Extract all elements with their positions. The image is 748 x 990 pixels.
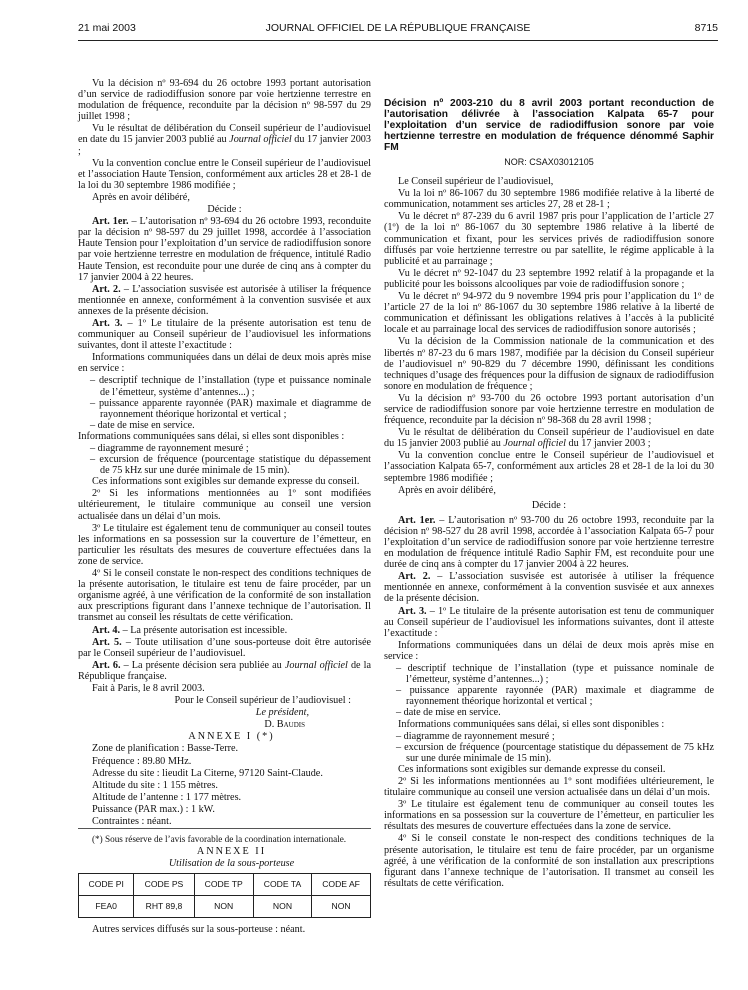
list-item: – excursion de fréquence (pourcentage statistique du dépassement de 75 kHz sur une durée minimale de 15 min). (396, 741, 714, 764)
article-2: Art. 2. – L’association susvisée est autorisée à utiliser la fréquence mentionnée en annexe, conformément à la convention susvisée et aux annexes de la présente décision. (78, 283, 371, 317)
paragraph: Vu le résultat de délibération du Conseil supérieur de l’audiovisuel en date du 15 janvier 2003 publié au Journal officiel du 17 janvier 2003 ; (78, 123, 371, 157)
header-rule (78, 40, 718, 41)
paragraph: 3º Le titulaire est également tenu de communiquer au conseil toutes les informations en sa possession sur la couverture de l’émetteur, en particulier les résultats des mesures de couverture effectuées dans la zone de service. (78, 522, 371, 567)
paragraph: 2º Si les informations mentionnées au 1º sont modifiées ultérieurement, le titulaire communique au conseil une version actualisée dans un délai d’un mois. (78, 488, 371, 522)
paragraph: 2º Si les informations mentionnées au 1º sont modifiées ultérieurement, le titulaire communique au conseil une version actualisée dans un délai d’un mois. (384, 775, 714, 799)
list-item: – excursion de fréquence (pourcentage statistique du dépassement de 75 kHz sur une durée minimale de 15 min). (90, 454, 371, 477)
article-3: Art. 3. – 1º Le titulaire de la présente autorisation est tenu de communiquer au Conseil supérieur de l’audiovisuel les informations suivantes, dont il atteste l’exactitude : (78, 317, 371, 352)
paragraph: Ces informations sont exigibles sur demande expresse du conseil. (398, 763, 666, 775)
paragraph: Informations communiquées sans délai, si elles sont disponibles : (78, 430, 345, 442)
list-item: – puissance apparente rayonnée (PAR) maximale et diagramme de rayonnement théorique horizontal et vertical ; (396, 685, 714, 708)
list-item: – puissance apparente rayonnée (PAR) maximale et diagramme de rayonnement théorique horizontal et vertical ; (90, 397, 371, 420)
paragraph: Vu la loi nº 86-1067 du 30 septembre 1986 modifiée relative à la liberté de communication, notamment ses articles 27, 28 et 28-1 ; (384, 188, 714, 211)
paragraph: Le Conseil supérieur de l’audiovisuel, (398, 176, 554, 188)
footnote: (*) Sous réserve de l’avis favorable de la coordination internationale. (78, 828, 371, 845)
paragraph: Vu la convention conclue entre le Conseil supérieur de l’audiovisuel et l’association Kalpata 65-7, conformément aux articles 28 et 28-1 de la loi du 30 septembre 1986 modifiée ; (384, 450, 714, 484)
paragraph: Après en avoir délibéré, (92, 191, 190, 203)
article-1: Art. 1er. – L’autorisation nº 93-694 du 26 octobre 1993, reconduite par la décision nº 98-597 du 29 juillet 1998, accordée à l’association Haute Tension pour l’exploitation d’un service de radiodiffusion sonore par voie hertzienne terrestre en modulation de fréquence, intitulé Radio Haute Tension, est reconduite pour une durée de cinq ans à compter du 17 janvier 2004 à 22 heures. (78, 216, 371, 283)
annex-2-heading: ANNEXE II (196, 846, 267, 858)
list-item: – date de mise en service. (396, 707, 501, 719)
paragraph: Autres services diffusés sur la sous-porteuse : néant. (92, 924, 306, 936)
annex-field: Altitude de l’antenne : 1 177 mètres. (92, 791, 242, 803)
paragraph: Vu le décret nº 94-972 du 9 novembre 1994 pris pour l’application du 1º de l’article 27 de la loi nº 86-1067 du 30 septembre 1986 relative à la liberté de communication et définissant les obligations relatives à l’accès à la publicité locale et au parrainage local des services de radiodiffusion sonore autorisés ; (384, 291, 714, 336)
decision-title: Décision nº 2003-210 du 8 avril 2003 portant reconduction de l’autorisation délivrée à l’association Kalpata 65-7 pour l’exploitation d’un service de radiodiffusion sonore par voie hertzienne terrestre en modulation de fréquence dénommé Saphir FM (384, 98, 714, 153)
paragraph: Vu le résultat de délibération du Conseil supérieur de l’audiovisuel en date du 15 janvier 2003 publié au Journal officiel du 17 janvier 2003 ; (384, 427, 714, 450)
paragraph: 4º Si le conseil constate le non-respect des conditions techniques de la présente autorisation, le titulaire est tenu de faire procéder, par un organisme agréé, à une vérification de la conformité de son installation aux prescriptions figurant dans l’annexe technique de l’autorisation. Il transmet au conseil les résultats de cette vérification. (384, 833, 714, 889)
table-header: CODE PS (134, 874, 194, 896)
decide-heading: Décide : (531, 499, 567, 511)
info-list (78, 375, 371, 430)
article-5: Art. 5. – Toute utilisation d’une sous-porteuse doit être autorisée par le Conseil supérieur de l’audiovisuel. (78, 636, 371, 659)
paragraph: Vu le décret nº 87-239 du 6 avril 1987 pris pour l’application de l’article 27 (1º) de la loi nº 86-1067 du 30 septembre 1986 relative à la liberté de communication et fixant, pour les services privés de radiodiffusion sonore diffusés par voie hertzienne terrestre ou par satellite, le régime applicable à la publicité et au parrainage ; (384, 211, 714, 267)
annex-field: Adresse du site : lieudit La Citerne, 97120 Saint-Claude. (92, 767, 323, 779)
annex-field: Zone de planification : Basse-Terre. (92, 743, 239, 755)
info-list (78, 443, 371, 476)
list-item: – diagramme de rayonnement mesuré ; (90, 443, 249, 454)
article-6: Art. 6. – La présente décision sera publiée au Journal officiel de la République française. (78, 659, 371, 682)
paragraph: Informations communiquées dans un délai de deux mois après mise en service : (384, 639, 714, 662)
journal-title: JOURNAL OFFICIEL DE LA RÉPUBLIQUE FRANÇAISE (265, 22, 531, 34)
list-item: – diagramme de rayonnement mesuré ; (396, 730, 555, 742)
table-cell: NON (312, 896, 371, 918)
paragraph: Vu la décision de la Commission nationale de la communication et des libertés nº 87-23 du 6 mars 1987, modifiée par la décision du Conseil supérieur de l’audiovisuel nº 90-829 du 7 décembre 1990, définissant les conditions techniques d’usage des fréquences pour la diffusion de signaux de radiodiffusion sonore en modulation de fréquence ; (384, 336, 714, 392)
info-list (384, 663, 714, 718)
signatory-name: D. Baudis (264, 719, 305, 731)
subcarrier-table (78, 873, 371, 918)
paragraph: Vu la décision nº 93-694 du 26 octobre 1993 portant autorisation d’un service de radiodiffusion sonore par voie hertzienne terrestre en modulation de fréquence, reconduite par la décision nº 98-597 du 29 juillet 1998 ; (78, 78, 371, 123)
annex-field: Altitude du site : 1 155 mètres. (92, 779, 218, 791)
table-cell: NON (253, 896, 311, 918)
paragraph: 4º Si le conseil constate le non-respect des conditions techniques de la présente autorisation, le titulaire est tenu de faire procéder, par un organisme agréé, à une vérification de la conformité de son installation aux prescriptions figurant dans l’annexe technique de l’autorisation. Il transmet au conseil les résultats de cette vérification. (78, 568, 371, 624)
paragraph: Informations communiquées dans un délai de deux mois après mise en service : (78, 352, 371, 375)
article-1: Art. 1er. – L’autorisation nº 93-700 du 26 octobre 1993, reconduite par la décision nº 98-527 du 28 avril 1998, accordée à l’association Kalpata 65-7 pour l’exploitation d’un service de radiodiffusion sonore par voie hertzienne terrestre en modulation de fréquence intitulé Radio Saphir FM, est reconduite pour une durée de cinq ans à compter du 17 janvier 2004 à 22 heures. (384, 514, 714, 571)
page-number: 8715 (694, 22, 718, 34)
paragraph: Vu la décision nº 93-700 du 26 octobre 1993 portant autorisation d’un service de radiodiffusion sonore par voie hertzienne terrestre en modulation de fréquence, reconduite par la décision nº 98-368 du 28 avril 1998 ; (384, 392, 714, 427)
paragraph: Vu le décret nº 92-1047 du 23 septembre 1992 relatif à la propagande et la publicité pour les boissons alcooliques par voie de radiodiffusion sonore ; (384, 267, 714, 290)
table-cell: FEA0 (79, 896, 134, 918)
list-item: – date de mise en service. (90, 419, 195, 431)
list-item: – descriptif technique de l’installation (type et puissance nominale de l’émetteur, système d’antennes...) ; (90, 375, 371, 398)
table-cell: RHT 89,8 (134, 896, 194, 918)
info-list (384, 731, 714, 764)
annex-1-heading: ANNEXE I (*) (188, 731, 275, 743)
page-header (78, 22, 718, 38)
right-column (384, 98, 714, 890)
annex-field: Contraintes : néant. (92, 816, 172, 827)
fait-a-paris: Fait à Paris, le 8 avril 2003. (92, 682, 205, 694)
annex-field: Puissance (PAR max.) : 1 kW. (92, 803, 215, 815)
table-cell: NON (194, 896, 253, 918)
paragraph: Informations communiquées sans délai, si elles sont disponibles : (398, 718, 665, 730)
article-4: Art. 4. – La présente autorisation est incessible. (92, 624, 288, 636)
table-header-row (79, 874, 371, 896)
nor-reference: NOR: CSAX03012105 (504, 157, 594, 167)
table-header: CODE AF (312, 874, 371, 896)
table-header: CODE TP (194, 874, 253, 896)
decide-heading: Décide : (207, 204, 242, 216)
paragraph: 3º Le titulaire est également tenu de communiquer au conseil toutes les informations en sa possession sur la couverture de l’émetteur, en particulier les résultats des mesures de couverture effectuées dans la zone de service. (384, 799, 714, 833)
paragraph: Après en avoir délibéré, (398, 484, 496, 496)
issue-date: 21 mai 2003 (78, 22, 136, 34)
annex-2-subtitle: Utilisation de la sous-porteuse (168, 858, 295, 870)
list-item: – descriptif technique de l’installation (type et puissance nominale de l’émetteur, système d’antennes...) ; (396, 663, 714, 686)
table-row (79, 896, 371, 918)
signatory-title: Le président, (255, 707, 309, 719)
paragraph: Ces informations sont exigibles sur demande expresse du conseil. (92, 476, 360, 488)
paragraph: Vu la convention conclue entre le Conseil supérieur de l’audiovisuel et l’association Haute Tension, conformément aux articles 28 et 28-1 de la loi du 30 septembre 1986 modifiée ; (78, 157, 371, 191)
annex-field: Fréquence : 89.80 MHz. (92, 755, 192, 767)
article-3: Art. 3. – 1º Le titulaire de la présente autorisation est tenu de communiquer au Conseil supérieur de l’audiovisuel les informations suivantes, dont il atteste l’exactitude : (384, 605, 714, 639)
signature-line: Pour le Conseil supérieur de l’audiovisuel : (174, 695, 351, 707)
table-header: CODE PI (79, 874, 134, 896)
left-column (78, 78, 371, 936)
table-header: CODE TA (253, 874, 311, 896)
article-2: Art. 2. – L’association susvisée est autorisée à utiliser la fréquence mentionnée en annexe, conformément à la convention susvisée et aux annexes de la présente décision. (384, 571, 714, 605)
